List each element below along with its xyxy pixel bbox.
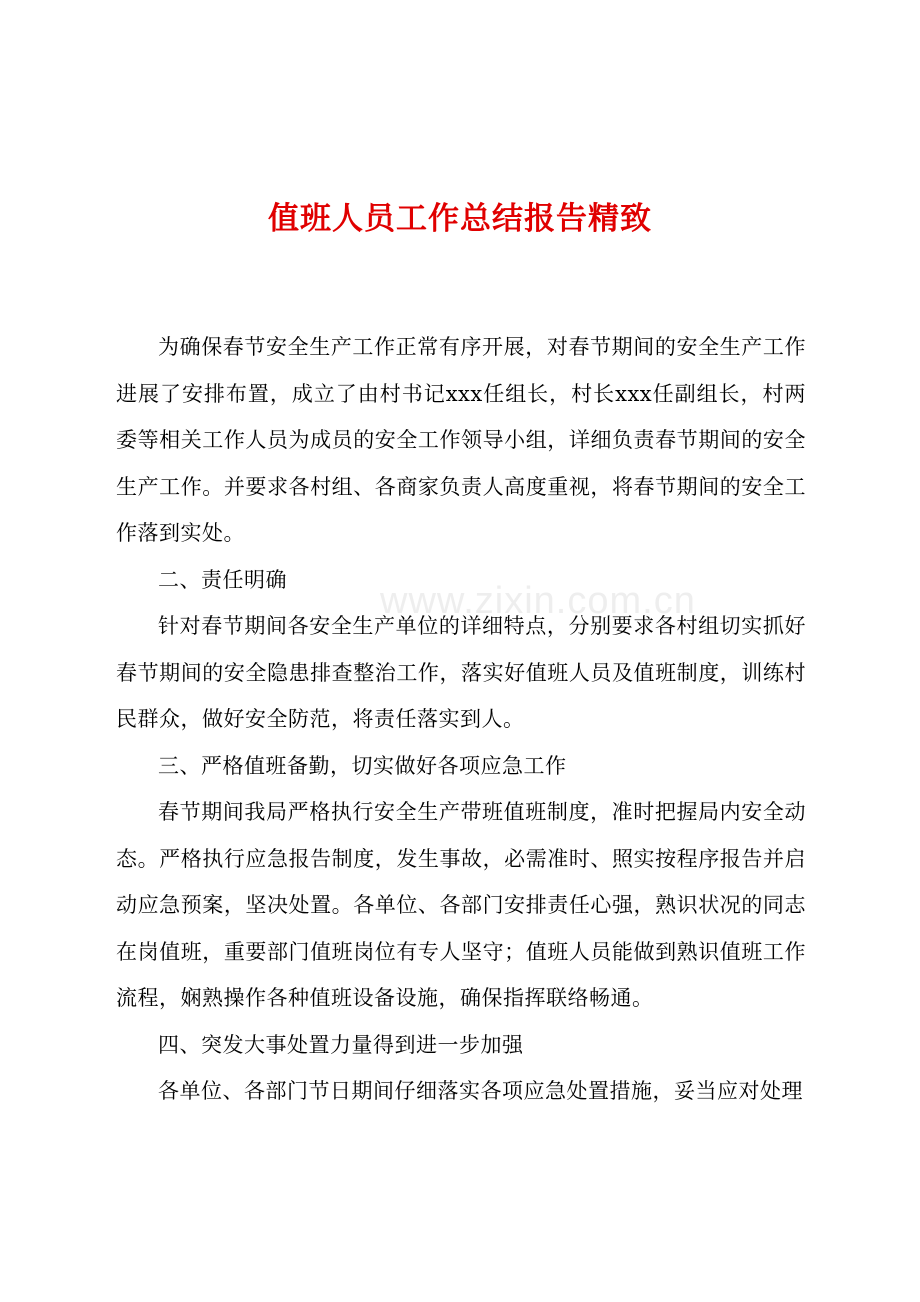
- paragraph-intro: 为确保春节安全生产工作正常有序开展，对春节期间的安全生产工作进展了安排布置，成立了由村书记xxx任组长，村长xxx任副组长，村两委等相关工作人员为成员的安全工作领导小组，详细负责春节期间的安全生产工作。并要求各村组、各商家负责人高度重视，将春节期间的安全工作落到实处。: [116, 335, 806, 545]
- watermark: www.zixin.com.cn: [380, 580, 696, 622]
- section-heading-4: 四、突发大事处置力量得到进一步加强: [158, 1032, 524, 1057]
- section-heading-2: 二、责任明确: [158, 567, 287, 592]
- paragraph-responsibility: 针对春节期间各安全生产单位的详细特点，分别要求各村组切实抓好春节期间的安全隐患排查整治工作，落实好值班人员及值班制度，训练村民群众，做好安全防范，将责任落实到人。: [116, 614, 806, 731]
- section-heading-3: 三、严格值班备勤，切实做好各项应急工作: [158, 753, 567, 778]
- paragraph-duty: 春节期间我局严格执行安全生产带班值班制度，准时把握局内安全动态。严格执行应急报告制度，发生事故，必需准时、照实按程序报告并启动应急预案，坚决处置。各单位、各部门安排责任心强，熟识状况的同志在岗值班，重要部门值班岗位有专人坚守；值班人员能做到熟识值班工作流程，娴熟操作各种值班设备设施，确保指挥联络畅通。: [116, 800, 806, 1010]
- document-body: [116, 324, 806, 1115]
- paragraph-emergency: 各单位、各部门节日期间仔细落实各项应急处置措施，妥当应对处理: [158, 1079, 803, 1103]
- document-title: 值班人员工作总结报告精致: [268, 201, 652, 237]
